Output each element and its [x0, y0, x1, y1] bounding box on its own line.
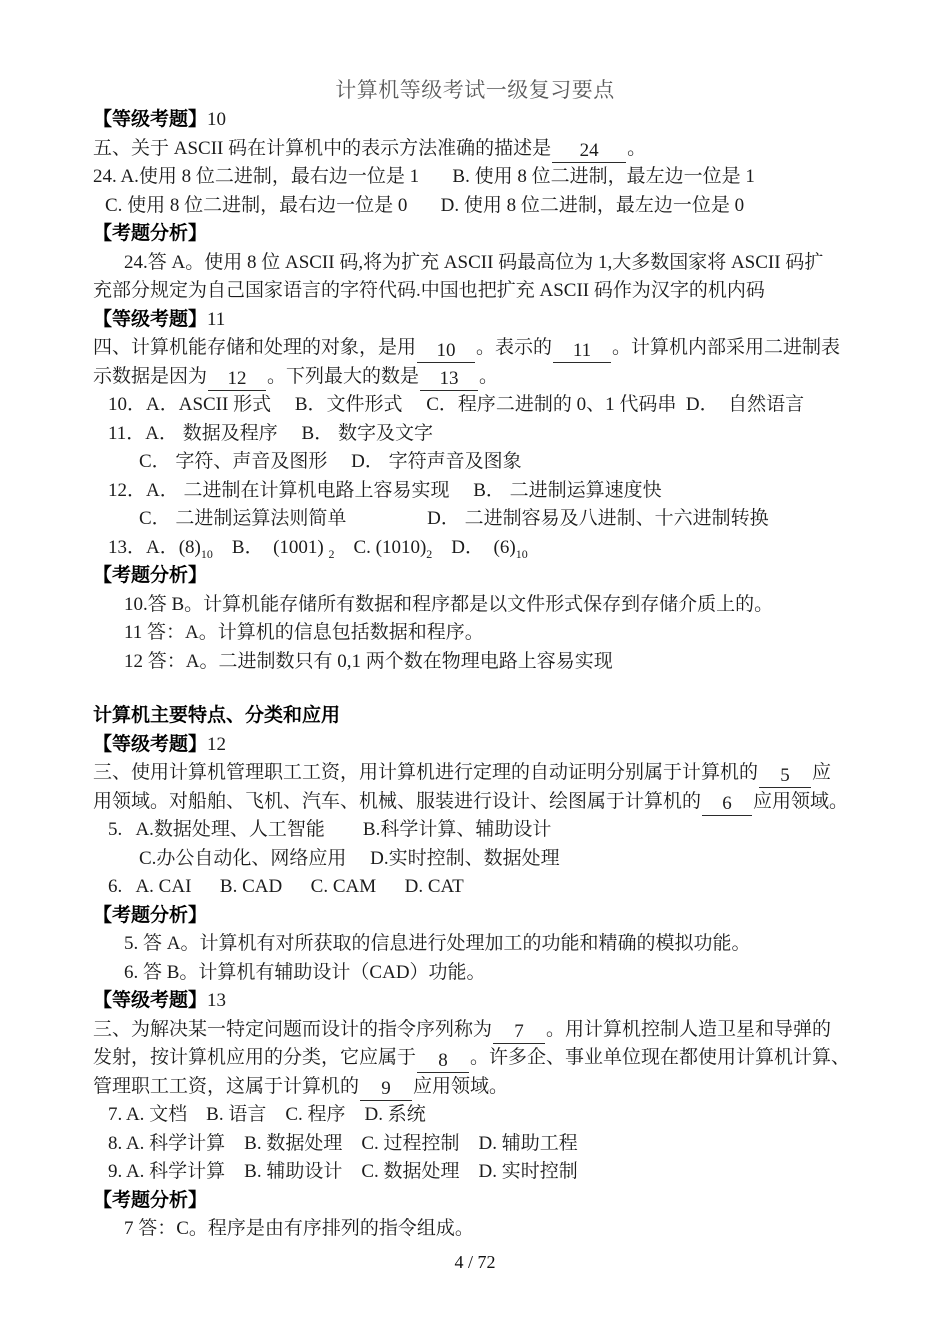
answer-blank: 8 [417, 1049, 469, 1073]
question-text: 三、为解决某一特定问题而设计的指令序列称为 7 。用计算机控制人造卫星和导弹的 [93, 1018, 832, 1042]
spacer [93, 676, 857, 702]
option-line: 6. A. CAI B. CAD C. CAM D. CAT [108, 876, 464, 897]
answer-blank: 24 [552, 139, 626, 163]
question-text: 管理职工工资，这属于计算机的 9 应用领域。 [93, 1075, 509, 1099]
option-line: 24. A.使用 8 位二进制，最右边一位是 1 B. 使用 8 位二进制，最左边一位是 1 [93, 166, 755, 187]
question-set-header: 【等级考题】10 [93, 109, 227, 130]
answer-blank: 10 [417, 339, 475, 363]
option-line: C. 使用 8 位二进制，最右边一位是 0 D. 使用 8 位二进制，最左边一位是 0 [105, 194, 745, 216]
question-set-header: 【等级考题】13 [93, 990, 227, 1011]
analysis-text: 6. 答 B。计算机有辅助设计（CAD）功能。 [124, 961, 486, 983]
option-line: 8. A. 科学计算 B. 数据处理 C. 过程控制 D. 辅助工程 [108, 1132, 578, 1154]
question-text: 五、关于 ASCII 码在计算机中的表示方法准确的描述是 24 。 [93, 137, 647, 161]
option-line: 12．A． 二进制在计算机电路上容易实现 B． 二进制运算速度快 [108, 479, 662, 501]
option-line: 13．A．$(8)_{10}$ B． (1001) $_2$ C. $(1010)_2$ D． $(6)_{10}$ [108, 536, 528, 561]
question-text: 三、使用计算机管理职工工资，用计算机进行定理的自动证明分别属于计算机的 5 应 [93, 762, 832, 786]
section-title: 计算机主要特点、分类和应用 [93, 705, 341, 726]
analysis-text: 10.答 B。计算机能存储所有数据和程序都是以文件形式保存到存储介质上的。 [124, 593, 774, 615]
option-line: 10．A．ASCII 形式 B．文件形式 C．程序二进制的 0、1 代码串 D． 自然语言 [108, 394, 805, 415]
analysis-header: 【考题分析】 [93, 223, 208, 244]
analysis-header: 【考题分析】 [93, 1189, 208, 1211]
option-line: C． 字符、声音及图形 D． 字符声音及图象 [139, 451, 522, 472]
analysis-text: 11 答：A。计算机的信息包括数据和程序。 [124, 622, 484, 643]
question-set-header: 【等级考题】12 [93, 733, 227, 755]
page-number: 4 / 72 [454, 1251, 496, 1272]
answer-blank: 5 [759, 764, 811, 788]
question-text: 示数据是因为 12 。下列最大的数是 13 。 [93, 365, 499, 389]
option-line: 5. A.数据处理、人工智能 B.科学计算、辅助设计 [108, 819, 552, 840]
document-body [93, 106, 857, 1244]
document-title: 计算机等级考试一级复习要点 [335, 78, 615, 102]
answer-blank: 11 [553, 339, 611, 363]
answer-blank: 12 [208, 367, 266, 391]
analysis-text: 5. 答 A。计算机有对所获取的信息进行处理加工的功能和精确的模拟功能。 [124, 933, 751, 954]
option-line: 9. A. 科学计算 B. 辅助设计 C. 数据处理 D. 实时控制 [108, 1161, 578, 1182]
question-set-header: 【等级考题】11 [93, 308, 226, 330]
answer-blank: 6 [702, 792, 752, 816]
question-text: 用领域。对船舶、飞机、汽车、机械、服装进行设计、绘图属于计算机的 6 应用领域。 [93, 790, 849, 814]
option-line: 7. A. 文档 B. 语言 C. 程序 D. 系统 [108, 1104, 426, 1125]
answer-blank: 13 [420, 367, 478, 391]
analysis-header: 【考题分析】 [93, 904, 208, 926]
answer-blank: 9 [360, 1077, 412, 1101]
analysis-text: 12 答：A。二进制数只有 0,1 两个数在物理电路上容易实现 [124, 650, 613, 672]
analysis-text: 24.答 A。使用 8 位 ASCII 码,将为扩充 ASCII 码最高位为 1,大多数国家将 ASCII 码扩 [124, 251, 824, 273]
analysis-header: 【考题分析】 [93, 565, 208, 586]
analysis-text: 充部分规定为自己国家语言的字符代码.中国也把扩充 ASCII 码作为汉字的机内码 [93, 280, 765, 301]
answer-blank: 7 [493, 1020, 545, 1044]
option-line: C． 二进制运算法则简单 D． 二进制容易及八进制、十六进制转换 [139, 508, 769, 529]
question-text: 四、计算机能存储和处理的对象，是用 10 。表示的 11 。计算机内部采用二进制表 [93, 337, 841, 361]
option-line: 11．A． 数据及程序 B． 数字及文字 [108, 422, 433, 444]
question-text: 发射，按计算机应用的分类，它应属于 8 。许多企、事业单位现在都使用计算机计算、 [93, 1047, 851, 1071]
analysis-text: 7 答：C。程序是由有序排列的指令组成。 [124, 1218, 474, 1239]
option-line: C.办公自动化、网络应用 D.实时控制、数据处理 [139, 847, 560, 869]
